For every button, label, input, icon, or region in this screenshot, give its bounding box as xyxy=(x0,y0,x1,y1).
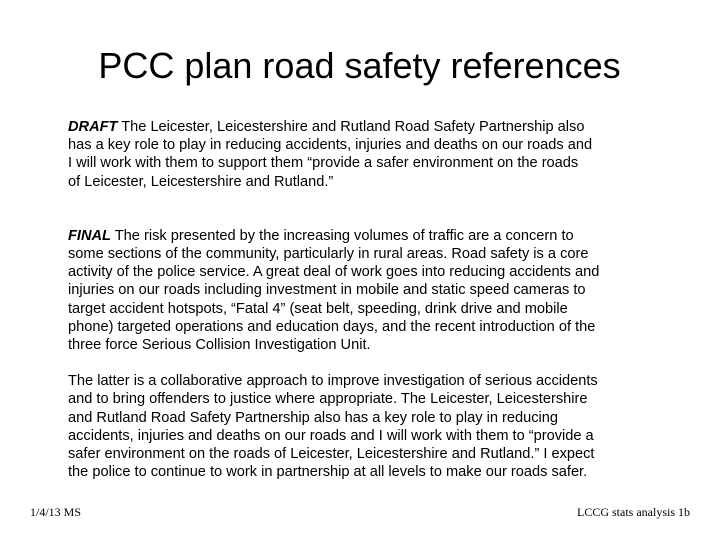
latter-line-6: the police to continue to work in partnership at all levels to make our roads safer. xyxy=(68,464,588,481)
draft-text-1: The Leicester, Leicestershire and Rutland Road Safety Partnership also xyxy=(117,119,585,135)
final-line-3: activity of the police service. A great deal of work goes into reducing accidents and xyxy=(68,264,600,281)
final-line-6: phone) targeted operations and education days, and the recent introduction of the xyxy=(68,318,596,335)
draft-line-1 xyxy=(68,118,668,136)
draft-line-4: of Leicester, Leicestershire and Rutland.” xyxy=(68,173,334,190)
final-text-1: The risk presented by the increasing volumes of traffic are a concern to xyxy=(110,227,574,244)
latter-line-3: and Rutland Road Safety Partnership also has a key role to play in reducing xyxy=(68,409,558,426)
footer-label: LCCG stats analysis 1b xyxy=(577,505,690,519)
final-line-1 xyxy=(68,227,668,245)
final-line-2: some sections of the community, particularly in rural areas. Road safety is a core xyxy=(68,246,589,263)
final-label: FINAL xyxy=(68,227,111,244)
draft-line-3: I will work with them to support them “provide a safer environment on the roads xyxy=(68,155,579,172)
latter-line-4: accidents, injuries and deaths on our roads and I will work with them to “provide a xyxy=(68,427,594,444)
slide-body xyxy=(68,118,668,481)
draft-label: DRAFT xyxy=(68,119,118,135)
latter-line-5: safer environment on the roads of Leicester, Leicestershire and Rutland.” I expect xyxy=(68,446,595,463)
slide-title: PCC plan road safety references xyxy=(98,45,621,86)
latter-paragraph xyxy=(68,372,668,481)
final-line-4: injuries on our roads including investment in mobile and static speed cameras to xyxy=(68,282,586,299)
draft-paragraph xyxy=(68,118,668,191)
footer-date: 1/4/13 MS xyxy=(30,505,82,519)
draft-line-2: has a key role to play in reducing accidents, injuries and deaths on our roads and xyxy=(68,137,593,154)
latter-line-2: and to bring offenders to justice where appropriate. The Leicester, Leicestershire xyxy=(68,391,588,408)
final-line-7: three force Serious Collision Investigation Unit. xyxy=(68,337,371,354)
latter-line-1: The latter is a collaborative approach to improve investigation of serious accidents xyxy=(68,373,598,390)
final-line-5: target accident hotspots, “Fatal 4” (seat belt, speeding, drink drive and mobile xyxy=(68,300,568,317)
final-paragraph xyxy=(68,227,668,354)
